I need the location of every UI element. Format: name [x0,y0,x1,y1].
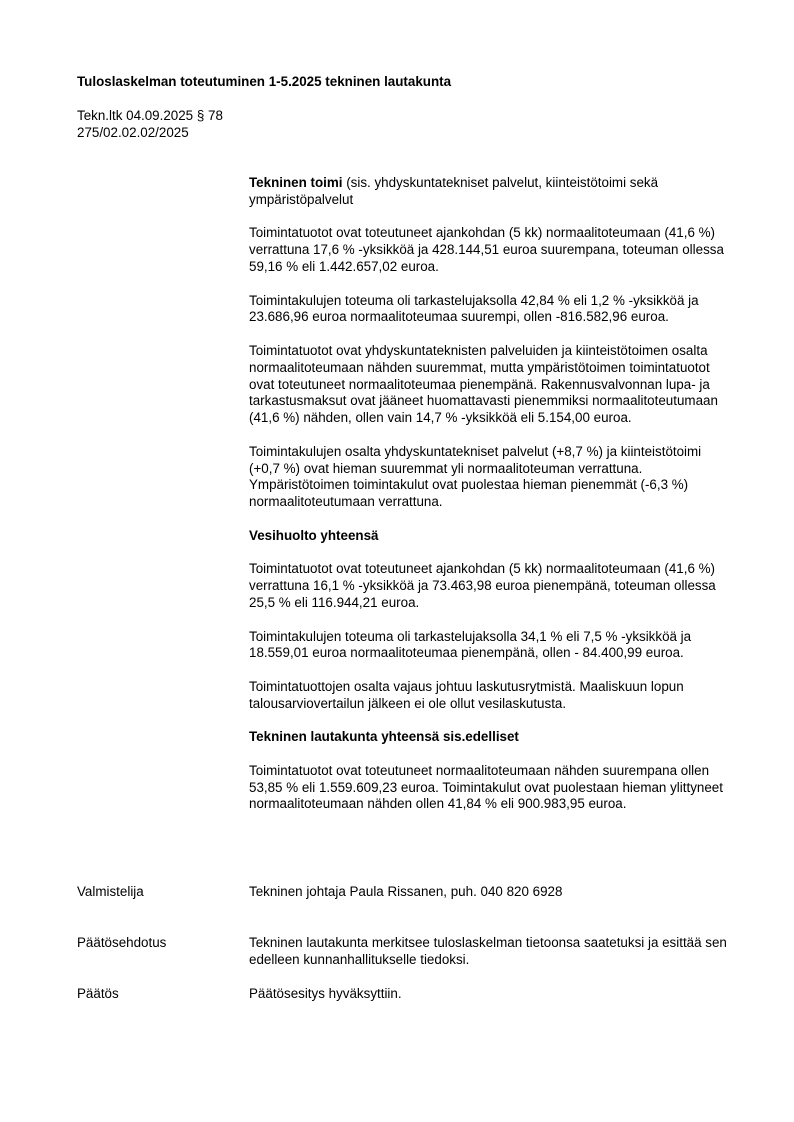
section-heading-total: Tekninen lautakunta yhteensä sis.edelliset [249,729,519,745]
preparer-value: Tekninen johtaja Paula Rissanen, puh. 040 820 6928 [249,884,563,899]
paragraph: Toimintatuotot ovat yhdyskuntateknisten palveluiden ja kiinteistötoimen osalta normaalitoteumaan nähden suuremmat, mutta ympäristötoimen toimintatuotot ovat toteutuneet normaalitoteumaa pienempänä. Rakennusvalvonnan lupa- ja tarkastusmaksut ovat jääneet huomattavasti pienemmiksi normaalitoteutumaan (41,6 %) nähden, ollen vain 14,7 % -yksikköä eli 5.154,00 euroa. [249,342,718,426]
paragraph: Toimintakulujen toteuma oli tarkastelujaksolla 42,84 % eli 1,2 % -yksikköä ja 23.686,96 euroa normaalitoteumaa suurempi, ollen -816.582,96 euroa. [249,292,699,325]
document-meta [77,108,223,142]
proposal-label: Päätösehdotus [77,935,167,950]
decision-value: Päätösesitys hyväksyttiin. [249,986,402,1001]
preparer-label: Valmistelija [77,884,144,899]
document-title: Tuloslaskelman toteutuminen 1-5.2025 tekninen lautakunta [77,74,452,89]
section-heading-water: Vesihuolto yhteensä [249,527,379,543]
document-body [249,175,729,830]
paragraph: Toimintatuotot ovat toteutuneet normaalitoteumaan nähden suurempana ollen 53,85 % eli 1.559.609,23 euroa. Toimintakulut ovat puolestaan hieman ylittyneet normaalitoteumaan nähden ollen 41,84 % eli 900.983,95 euroa. [249,762,723,812]
paragraph: Toimintakulujen osalta yhdyskuntatekniset palvelut (+8,7 %) ja kiinteistötoimi (+0,7 %) ovat hieman suuremmat yli normaalitoteuman verrattuna. Ympäristötoimen toimintakulut ovat puolestaa hieman pienemmät (-6,3 %) normaalitoteutumaan verrattuna. [249,443,702,510]
section-technical-intro [249,175,729,209]
paragraph: Toimintatuottojen osalta vajaus johtuu laskutusrytmistä. Maaliskuun lopun talousarviovertailun jälkeen ei ole ollut vesilaskutusta. [249,678,684,711]
meeting-reference: Tekn.ltk 04.09.2025 § 78 [77,108,223,123]
decision-label: Päätös [77,986,119,1001]
section-heading-technical-rest: (sis. yhdyskuntatekniset palvelut, kiinteistötoimi sekä ympäristöpalvelut [249,175,659,207]
section-heading-technical: Tekninen toimi [249,175,343,190]
paragraph: Toimintatuotot ovat toteutuneet ajankohdan (5 kk) normaalitoteumaan (41,6 %) verrattuna 16,1 % -yksikköä ja 73.463,98 euroa pienempänä, toteuman ollessa 25,5 % eli 116.944,21 euroa. [249,561,716,610]
proposal-value: Tekninen lautakunta merkitsee tuloslaskelman tietoonsa saatetuksi ja esittää sen edelleen kunnanhallitukselle tiedoksi. [249,935,727,967]
paragraph: Toimintatuotot ovat toteutuneet ajankohdan (5 kk) normaalitoteumaan (41,6 %) verrattuna 17,6 % -yksikköä ja 428.144,51 euroa suurempana, toteuman ollessa 59,16 % eli 1.442.657,02 euroa. [249,225,724,274]
paragraph: Toimintakulujen toteuma oli tarkastelujaksolla 34,1 % eli 7,5 % -yksikköä ja 18.559,01 euroa normaalitoteumaa pienempänä, ollen - 84.400,99 euroa. [249,628,692,661]
record-number: 275/02.02.02/2025 [77,124,189,140]
